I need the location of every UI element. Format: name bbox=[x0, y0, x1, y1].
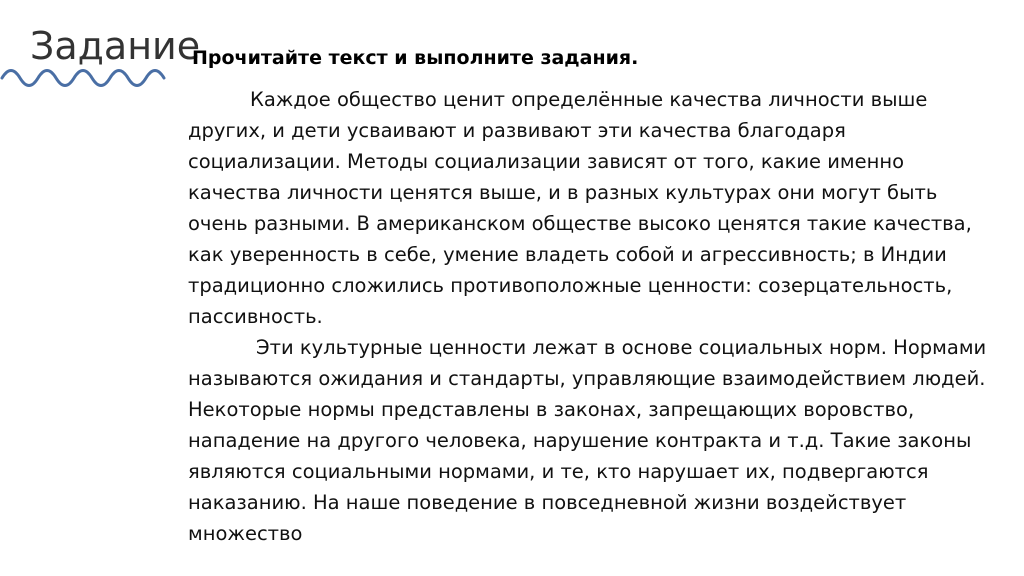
paragraph-1: Каждое общество ценит определённые качества личности выше других, и дети усваивают и развивают эти качества благодаря социализации. Методы социализации зависят от того, какие именно качества личности ценятся выше, и в разных культурах они могут быть очень разными. В американском обществе высоко ценятся такие качества, как уверенность в себе, умение владеть собой и агрессивность; в Индии традиционно сложились противоположные ценности: созерцательность, пассивность. bbox=[188, 88, 972, 328]
reading-text bbox=[188, 84, 998, 549]
paragraph-2: Эти культурные ценности лежат в основе социальных норм. Нормами называются ожидания и стандарты, управляющие взаимодействием людей. Некоторые нормы представлены в законах, запрещающих воровство, нападение на другого человека, нарушение контракта и т.д. Такие законы являются социальными нормами, и те, кто нарушает их, подвергаются наказанию. На наше поведение в повседневной жизни воздействует множество bbox=[188, 336, 987, 545]
slide-title: Задание bbox=[30, 24, 201, 68]
wave-decoration-icon bbox=[0, 62, 168, 92]
task-instruction: Прочитайте текст и выполните задания. bbox=[192, 47, 639, 69]
